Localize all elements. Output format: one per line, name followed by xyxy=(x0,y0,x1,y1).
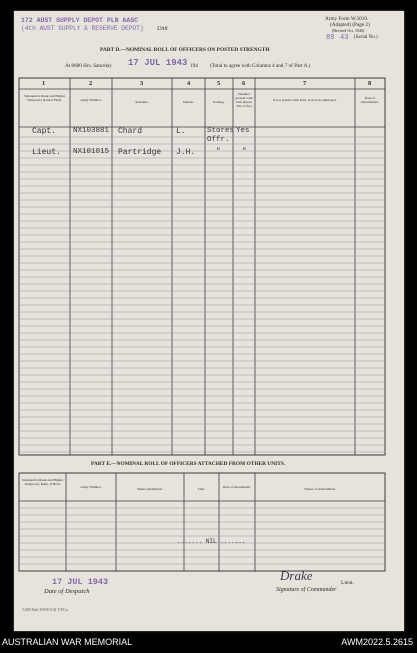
row2-surname: Partridge xyxy=(118,148,162,157)
row2-rank: Lieut. xyxy=(32,148,61,157)
col-number-7: 7 xyxy=(303,80,307,87)
col-header-how-employed: If not present with Unit, state how employed. xyxy=(273,98,337,102)
col-number-5: 5 xyxy=(217,80,221,87)
e-col-header-nature: Nature of Attachment. xyxy=(304,487,336,491)
row1-surname: Chard xyxy=(118,127,143,136)
col-number-6: 6 xyxy=(242,80,246,87)
unit-label: Unit xyxy=(157,26,168,32)
row1-army-number: NX103881 xyxy=(73,127,110,135)
row2-initials: J.H. xyxy=(176,148,196,157)
row1-initials: L. xyxy=(176,127,186,136)
e-col-header-unit: Unit. xyxy=(197,487,206,491)
despatch-label: Date of Despatch xyxy=(44,588,90,595)
part-d-date-suffix: 194 xyxy=(190,63,198,69)
form-sheet xyxy=(14,11,404,631)
col-header-detachment: Date of Detachment. xyxy=(361,96,379,104)
archive-credit: AUSTRALIAN WAR MEMORIAL xyxy=(2,637,133,647)
e-col-header-rank: Substantive Rank and Higher Temporary Rank, if Held. xyxy=(21,478,64,486)
part-d-date-stamp: 17 JUL 1943 xyxy=(128,58,188,68)
col-header-army-number: Army Number. xyxy=(80,98,102,102)
commander-rank: Lieut. xyxy=(341,580,354,586)
commander-signature: Drake xyxy=(280,568,313,583)
unit-stamp-line1: 172 AUST SUPPLY DEPOT PLN AASC xyxy=(21,17,139,24)
row1-rank: Capt. xyxy=(32,127,57,136)
col-header-posting: Posting. xyxy=(213,100,225,104)
serial-year: 43 xyxy=(340,34,349,42)
col-header-surname: Surname. xyxy=(135,100,149,104)
part-e-nil-entry: ....... NIL ....... xyxy=(177,538,246,545)
part-e-title: PART E.—NOMINAL ROLL OF OFFICERS ATTACHED FROM OTHER UNITS. xyxy=(91,461,286,467)
despatch-date-stamp: 17 JUL 1943 xyxy=(52,577,109,587)
unit-stamp-line2: (4th AUST SUPPLY & RESERVE DEPOT) xyxy=(21,25,144,32)
serial-number: 89 xyxy=(326,34,335,42)
row2-present: " xyxy=(242,148,247,156)
archive-reference: AWM2022.5.2615 xyxy=(341,637,413,647)
form-ref-line1: Army Form W.3010. xyxy=(325,16,369,22)
row1-posting: Stores Offr. xyxy=(207,127,235,144)
col-number-4: 4 xyxy=(187,80,191,87)
commander-label: Signature of Commander xyxy=(276,587,337,593)
e-col-header-army-number: Army Number. xyxy=(80,485,102,489)
col-number-1: 1 xyxy=(42,80,46,87)
col-number-2: 2 xyxy=(89,80,93,87)
form-ref-line2: (Adapted) (Page 2) xyxy=(330,22,370,28)
col-number-8: 8 xyxy=(368,80,372,87)
col-header-rank: Substantive Rank and Higher Temporary Rank if Held. xyxy=(23,94,66,102)
part-d-total-note: (Total to agree with Columns 4 and 7 of Part A.) xyxy=(210,63,311,69)
col-number-3: 3 xyxy=(140,80,144,87)
e-col-header-name: Name and Initials. xyxy=(137,487,163,491)
serial-label: (Serial No.) xyxy=(354,35,378,40)
col-header-present: Whether present with Unit (Insert Yes or No) xyxy=(235,92,253,108)
form-ref-line3: (Revised Oct. 1940) xyxy=(332,28,365,33)
col-header-initials: Initials. xyxy=(183,100,194,104)
part-d-title: PART D.—NOMINAL ROLL OF OFFICERS ON POSTED STRENGTH xyxy=(100,47,270,53)
row1-present: Yes xyxy=(236,127,250,135)
printer-imprint: 5,000 Pads W830 5/41 V.P.Co. xyxy=(22,608,69,612)
row2-posting: " xyxy=(216,148,221,156)
part-d-date-prefix: At 0600 Hrs. Saturday xyxy=(65,63,112,69)
row2-army-number: NX101015 xyxy=(73,148,110,156)
e-col-header-attachment-date: Date of Attachment. xyxy=(222,485,252,489)
